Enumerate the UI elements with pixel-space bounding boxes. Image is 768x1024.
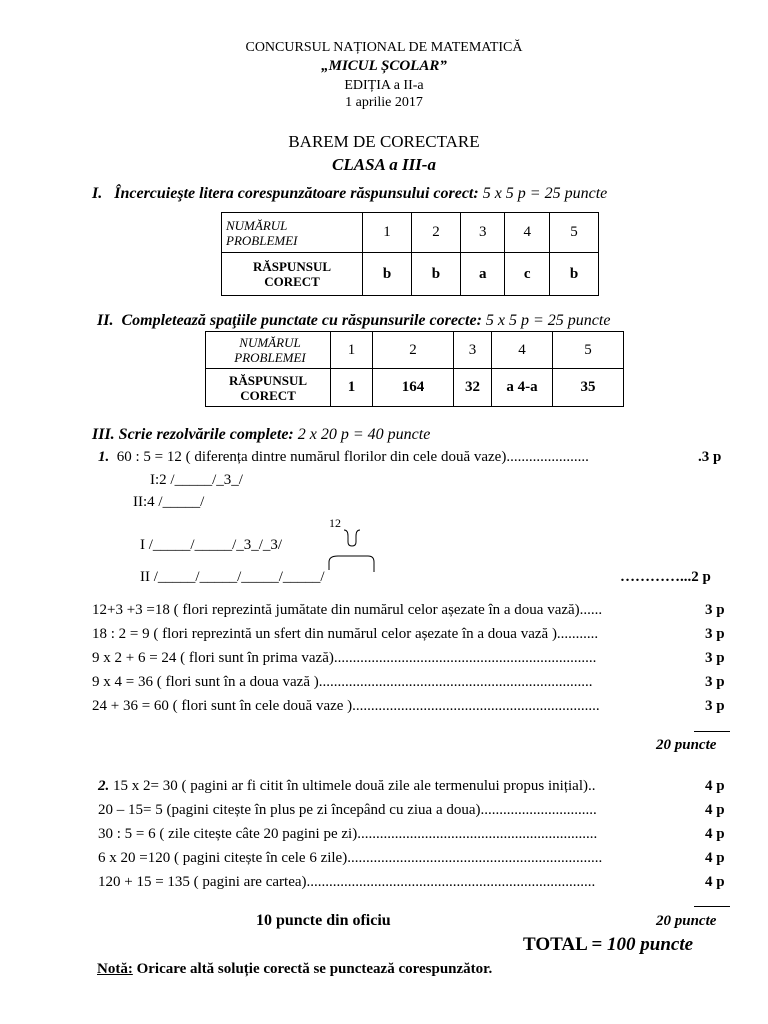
solution-points: 4 p — [705, 778, 725, 794]
problem-number: 4 — [505, 213, 550, 253]
answer-cell: a 4-a — [492, 369, 553, 407]
subtotal-rule — [694, 731, 730, 732]
row-label-raspuns: RĂSPUNSUL CORECT — [206, 369, 331, 407]
solution-points: 3 p — [705, 650, 725, 666]
brace-value: 12 — [329, 516, 341, 530]
oficiu-points: 10 puncte din oficiu — [256, 912, 391, 929]
solution-line — [98, 802, 597, 819]
solution-line — [98, 826, 597, 843]
solution-points: 4 p — [705, 874, 725, 890]
solution-line — [92, 698, 600, 715]
problem-number: 3 — [460, 213, 505, 253]
row-label-numar: NUMĂRUL PROBLEMEI — [206, 332, 331, 369]
document-title: BAREM DE CORECTARE — [288, 132, 480, 151]
solution-line — [92, 650, 596, 667]
brace-diagram — [318, 528, 380, 576]
row-label-raspuns: RĂSPUNSUL CORECT — [222, 253, 363, 296]
section1-answer-table — [221, 212, 599, 296]
p1-line-1: 1. 60 : 5 = 12 ( diferența dintre numărul florilor din cele două vaze)...................... — [98, 449, 589, 465]
p1-subtotal: 20 puncte — [656, 737, 717, 753]
answer-cell: c — [505, 253, 550, 296]
answer-cell: b — [411, 253, 460, 296]
subtotal-rule — [694, 906, 730, 907]
solution-points: 4 p — [705, 850, 725, 866]
solution-points: 3 p — [705, 626, 725, 642]
solution-line — [92, 626, 598, 643]
problem-number: 1 — [363, 213, 412, 253]
solution-points: 4 p — [705, 802, 725, 818]
note: Notă: Oricare altă soluție corectă se punctează corespunzător. — [97, 961, 493, 977]
solution-text: 6 x 20 =120 ( pagini citește în cele 6 zile).................................................................... — [98, 850, 603, 866]
answer-cell: b — [550, 253, 599, 296]
solution-text: 15 x 2= 30 ( pagini ar fi citit în ultimele două zile ale termenului propus inițial).. — [113, 778, 596, 794]
solution-points: 3 p — [705, 674, 725, 690]
problem-number: 2 — [411, 213, 460, 253]
solution-line — [92, 602, 602, 619]
p2-subtotal: 20 puncte — [656, 913, 717, 929]
section2-heading: II. Completează spaţiile punctate cu răspunsurile corecte: 5 x 5 p = 25 puncte — [97, 312, 611, 329]
contest-title: CONCURSUL NAȚIONAL DE MATEMATICĂ — [245, 40, 523, 55]
p1-line-1-points: .3 p — [698, 449, 722, 465]
section3-heading: III. Scrie rezolvările complete: 2 x 20 p = 40 puncte — [92, 426, 431, 443]
solution-points: 3 p — [705, 602, 725, 618]
problem-number: 2 — [373, 332, 454, 369]
answer-cell: 35 — [553, 369, 624, 407]
grade: CLASA a III-a — [332, 155, 436, 174]
solution-text: 120 + 15 = 135 ( pagini are cartea)............................................................................. — [98, 874, 596, 890]
segment-i-diagram: I /_____/_____/_3_/_3/ — [140, 537, 283, 553]
date: 1 aprilie 2017 — [345, 95, 423, 110]
answer-cell: b — [363, 253, 412, 296]
solution-text: 30 : 5 = 6 ( zile citește câte 20 pagini pe zi)................................................................ — [98, 826, 598, 842]
contest-name: „MICUL ȘCOLAR” — [321, 58, 447, 74]
answer-cell: 1 — [331, 369, 373, 407]
problem-number: 5 — [550, 213, 599, 253]
segment-ii-diagram: II /_____/_____/_____/_____/ — [140, 569, 325, 585]
solution-text: 24 + 36 = 60 ( flori sunt în cele două vaze ).................................................................. — [92, 698, 600, 714]
solution-line — [98, 850, 602, 867]
solution-points: 3 p — [705, 698, 725, 714]
problem-number: 1 — [331, 332, 373, 369]
answer-cell: 164 — [373, 369, 454, 407]
row-label-numar: NUMĂRUL PROBLEMEI — [222, 213, 363, 253]
solution-line — [92, 674, 593, 691]
answer-cell: 32 — [454, 369, 492, 407]
edition: EDIȚIA a II-a — [344, 78, 424, 93]
solution-text: 9 x 2 + 6 = 24 ( flori sunt în prima vază)...................................................................... — [92, 650, 597, 666]
answer-cell: a — [460, 253, 505, 296]
segment-i-div2: I:2 /_____/_3_/ — [150, 472, 243, 488]
solution-text: 18 : 2 = 9 ( flori reprezintă un sfert din numărul celor așezate în a doua vază )........... — [92, 626, 599, 642]
problem-number: 4 — [492, 332, 553, 369]
solution-points: 4 p — [705, 826, 725, 842]
solution-text: 20 – 15= 5 (pagini citește în plus pe zi începând cu ziua a doua)............................... — [98, 802, 597, 818]
section2-answer-table — [205, 331, 624, 407]
solution-text: 9 x 4 = 36 ( flori sunt în a doua vază )......................................................................... — [92, 674, 593, 690]
solution-text: 12+3 +3 =18 ( flori reprezintă jumătate din numărul celor așezate în a doua vază)...... — [92, 602, 603, 618]
total-line: TOTAL = 100 puncte — [523, 934, 694, 955]
problem-number: 3 — [454, 332, 492, 369]
problem-number-label: 2. — [98, 778, 110, 794]
section1-heading: I. Încercuieşte litera corespunzătoare răspunsului corect: 5 x 5 p = 25 puncte — [92, 185, 608, 202]
diagram-points: …………...2 p — [620, 569, 711, 585]
solution-line — [98, 778, 596, 795]
segment-ii-div4: II:4 /_____/ — [133, 494, 205, 510]
problem-number: 5 — [553, 332, 624, 369]
solution-line — [98, 874, 595, 891]
